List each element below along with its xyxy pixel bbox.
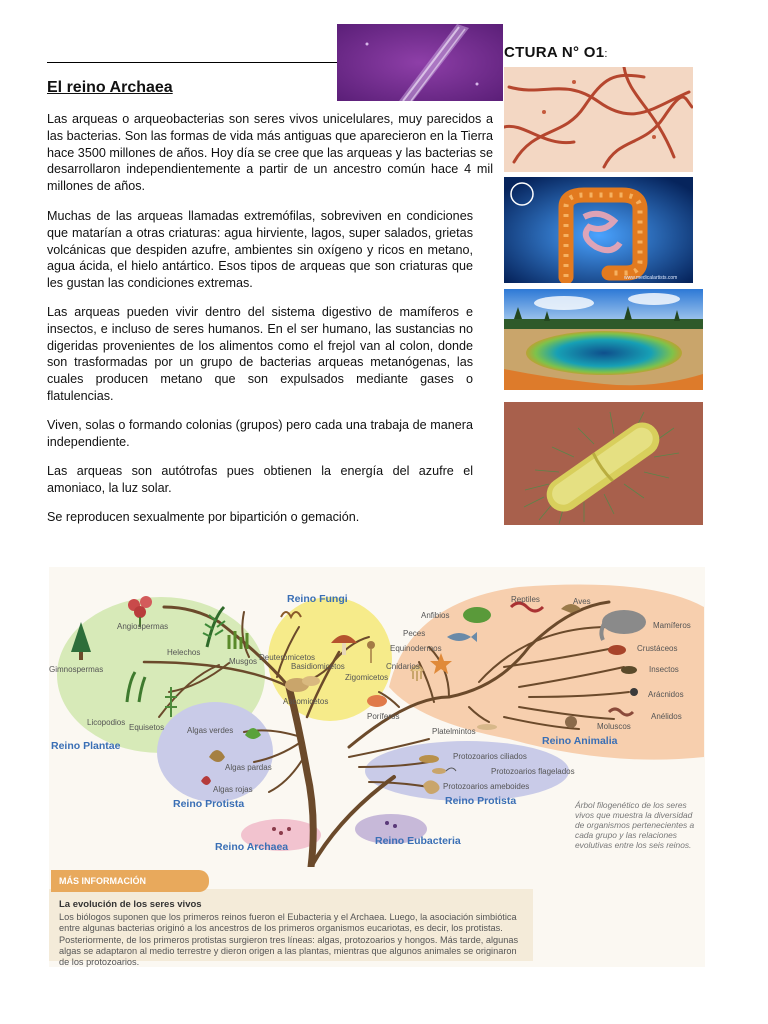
header-rule [47,62,337,63]
label-crustaceos: Crustáceos [637,644,678,653]
label-aves: Aves [573,597,591,606]
phylogenetic-tree-figure [49,567,705,967]
ciliate-icon [419,755,439,763]
paragraph-5: Las arqueas son autótrofas pues obtienen la energía del azufre el amoniaco, la luz solar. [47,464,473,495]
sponge-icon [367,695,387,707]
more-info-body: Los biólogos suponen que los primeros reinos fueron el Eubacteria y el Archaea. Luego, la asociación simbiótica entre algunas bacterias originó a los ancestros de los primeros organismos eucariotas, es decir, los protistas. Posteriormente, de los primeros protistas surgieron tres líneas: algas, protozoarios y hongos. Más tarde, algunas algas se adaptaron al medio terrestre y dieron origen a las plantas, mientras que algunos animales se originaron de los protozoarios. [59,912,519,967]
label-platelmintos: Platelmintos [432,727,476,736]
label-reptiles: Reptiles [511,595,540,604]
label-zigomicetos: Zigomicetos [345,673,389,682]
label-moluscos: Moluscos [597,722,631,731]
arachnid-icon [630,688,638,696]
crustacean-icon [608,645,626,655]
paragraph-2: Muchas de las arqueas llamadas extremófilas, sobreviven en condiciones que matarían a otras criaturas: agua hirviente, lagos, super salados, grietas volcánicas que despiden azufre, ambientes sin oxígeno y ricos en metano, agua ácida, el hielo antártico. Esos tipos de arqueas que son criaturas que les gustan las condiciones extremas. [47,209,473,291]
more-info-title: La evolución de los seres vivos [59,899,202,910]
label-protozoarios-ameboides: Protozoarios ameboides [443,782,530,791]
kingdom-label-plantae: Reino Plantae [51,740,121,752]
hot-spring-photo [504,289,703,390]
label-cnidarios: Cnidarios [386,662,420,671]
label-algas-rojas: Algas rojas [213,785,253,794]
more-info-bar: MÁS INFORMACIÓN [51,870,209,892]
label-protozoarios-flagelados: Protozoarios flagelados [491,767,575,776]
label-helechos: Helechos [167,648,201,657]
reading-number-text: CTURA N° O1 [504,44,605,61]
label-poriferos: Poríferos [367,712,400,721]
microscope-photo-purple [337,24,503,101]
label-gimnospermas: Gimnospermas [49,665,104,674]
label-protozoarios-ciliados: Protozoarios ciliados [453,752,527,761]
label-angiospermas: Angiospermas [117,622,169,631]
figure-caption: Árbol filogenético de los seres vivos que muestra la diversidad de organismos pertenecientes a cada grupo y las relaciones evolutivas entre los seis reinos. [575,800,695,850]
more-info-box [49,889,533,967]
kingdom-label-eubacteria: Reino Eubacteria [375,835,461,847]
paragraph-1: Las arqueas o arqueobacterias son seres vivos unicelulares, muy parecidos a las bacterias. Son las formas de vida más antiguas que aparecieron en la Tierra hace 3500 millones de años. Hoy día se cree que las arqueas y las bacterias se desarrollaron independientemente a partir de un ancestro común hace 4 mil millones de años. [47,112,493,194]
label-insectos: Insectos [649,665,679,674]
label-equinodermos: Equinodermos [390,644,442,653]
paragraph-3: Las arqueas pueden vivir dentro del sistema digestivo de mamíferos e insectos, e incluso de seres humanos. En el ser humano, las sustancias no digeridas provenientes de los alimentos como el frejol van al colon, donde son trasformadas por un grupo de bacterias arqueas metanógenas, las cuales producen metano que son expulsados mediante gases o flatulencias. [47,305,473,403]
paragraph-4: Viven, solas o formando colonias (grupos) pero cada una trabaja de manera independiente. [47,418,473,449]
frog-icon [463,607,491,623]
label-equisetos: Equisetos [129,723,165,732]
kingdom-label-protista-right: Reino Protista [445,795,517,807]
reading-number-colon: : [604,48,608,60]
label-aracnidos: Arácnidos [648,690,684,699]
archaea-cell-photo [504,402,703,525]
page-title: El reino Archaea [47,79,173,96]
label-peces: Peces [403,629,426,638]
kingdom-label-archaea: Reino Archaea [215,841,289,853]
label-basidiomicetos: Basidiomicetos [291,662,345,671]
mollusk-snail-icon [565,716,577,728]
kingdom-label-protista-left: Reino Protista [173,798,245,810]
label-algas-verdes: Algas verdes [187,726,234,735]
label-musgos: Musgos [229,657,258,666]
kingdom-label-animalia: Reino Animalia [542,735,618,747]
label-licopodios: Licopodios [87,718,126,727]
label-anfibios: Anfibios [421,611,450,620]
reading-number-heading [504,44,608,61]
intestine-illustration [504,177,693,283]
label-ascomicetos: Ascomicetos [283,697,329,706]
label-deuteromicetos: Deuteromicetos [259,653,316,662]
label-algas-pardas: Algas pardas [225,763,272,772]
bacteria-filaments-photo [504,67,693,172]
kingdom-label-fungi: Reino Fungi [287,593,348,605]
intestine-watermark: www.medicalartists.com [624,275,678,281]
flatworm-icon [477,724,497,730]
label-anelidos: Anélidos [651,712,682,721]
paragraph-6: Se reproducen sexualmente por bipartición o gemación. [47,510,360,524]
insect-icon [621,666,637,674]
label-mamiferos: Mamíferos [653,621,691,630]
